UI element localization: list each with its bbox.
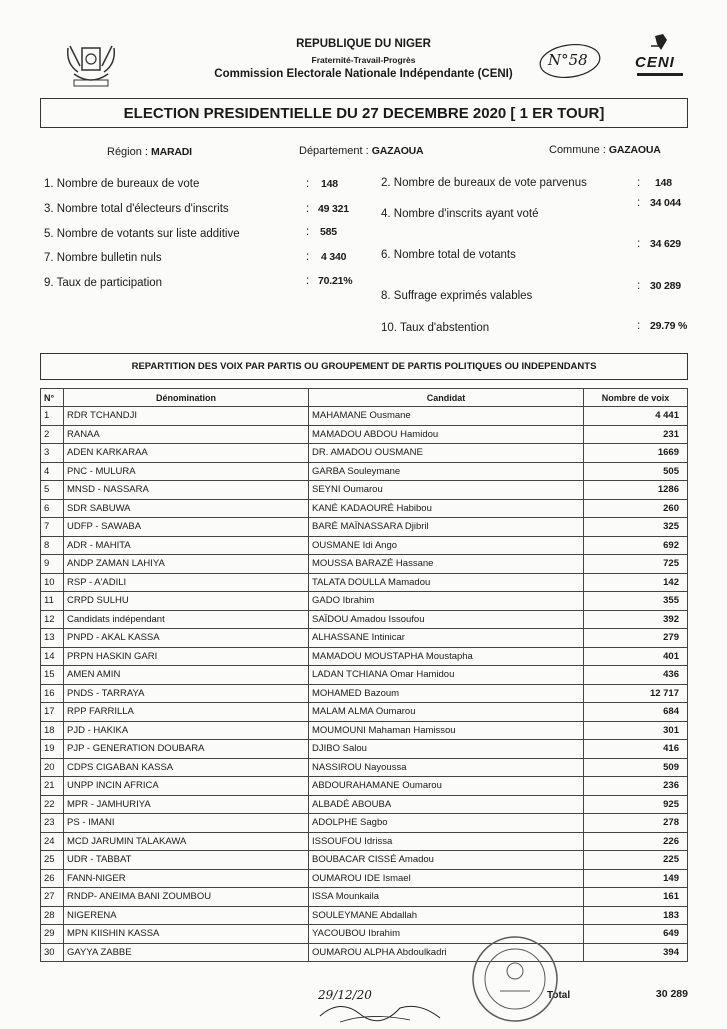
row-votes: 236 [584,777,688,796]
row-candidate: TALATA DOULLA Mamadou [309,573,584,592]
row-votes: 301 [584,721,688,740]
table-row [41,462,688,481]
row-number: 13 [41,629,64,648]
stat-right-8: 8. Suffrage exprimés valables [381,290,533,302]
ballot-bird-icon [633,32,687,56]
table-row [41,758,688,777]
table-row [41,444,688,463]
row-number: 7 [41,518,64,537]
row-number: 22 [41,795,64,814]
stat-right-4-value: 34 044 [650,197,681,209]
stat-left-5-value: 585 [320,226,337,238]
row-votes: 392 [584,610,688,629]
row-candidate: ABDOURAHAMANE Oumarou [309,777,584,796]
ceni-logo-text: CENI [635,54,675,71]
row-votes: 355 [584,592,688,611]
stat-right-6-value: 34 629 [650,238,681,250]
row-party: PNPD - AKAL KASSA [64,629,309,648]
stat-left-7-value: 4 340 [321,251,347,263]
table-row [41,851,688,870]
row-party: PNDS - TARRAYA [64,684,309,703]
row-candidate: LADAN TCHIANA Omar Hamidou [309,666,584,685]
row-candidate: ISSOUFOU Idrissa [309,832,584,851]
handwritten-date: 29/12/20 [318,988,372,1002]
stat-left-7: 7. Nombre bulletin nuls [44,252,162,264]
row-party: UDFP - SAWABA [64,518,309,537]
row-votes: 509 [584,758,688,777]
row-number: 12 [41,610,64,629]
row-party: NIGERENA [64,906,309,925]
row-candidate: GADO Ibrahim [309,592,584,611]
table-row [41,592,688,611]
row-party: UDR - TABBAT [64,851,309,870]
colon: : [637,280,641,292]
row-candidate: YACOUBOU Ibrahim [309,925,584,944]
table-header-row [41,389,688,407]
handwritten-signature [300,988,450,1024]
col-header-candidate: Candidat [309,389,584,407]
row-votes: 692 [584,536,688,555]
stat-left-1: 1. Nombre de bureaux de vote [44,178,200,190]
row-candidate: SEYNI Oumarou [309,481,584,500]
row-votes: 649 [584,925,688,944]
table-row [41,721,688,740]
row-party: RPP FARRILLA [64,703,309,722]
row-votes: 225 [584,851,688,870]
row-votes: 142 [584,573,688,592]
row-candidate: MAMADOU MOUSTAPHA Moustapha [309,647,584,666]
stat-right-2: 2. Nombre de bureaux de vote parvenus [381,177,587,189]
row-party: CRPD SULHU [64,592,309,611]
commission-name: Commission Electorale Nationale Indépendante (CENI) [214,68,513,80]
row-votes: 1286 [584,481,688,500]
row-votes: 416 [584,740,688,759]
stat-right-10: 10. Taux d'abstention [381,322,490,334]
row-number: 2 [41,425,64,444]
table-row [41,629,688,648]
row-candidate: OUSMANE Idi Ango [309,536,584,555]
row-votes: 260 [584,499,688,518]
row-party: RDR TCHANDJI [64,407,309,426]
col-header-votes: Nombre de voix [584,389,688,407]
row-candidate: SOULEYMANE Abdallah [309,906,584,925]
table-row [41,777,688,796]
table-row [41,425,688,444]
row-votes: 401 [584,647,688,666]
row-candidate: KANÉ KADAOURÉ Habibou [309,499,584,518]
colon: : [306,203,310,215]
row-number: 3 [41,444,64,463]
row-party: PJD - HAKIKA [64,721,309,740]
table-row [41,943,688,962]
serial-text: N°58 [548,51,588,69]
row-party: MPR - JAMHURIYA [64,795,309,814]
row-party: MCD JARUMIN TALAKAWA [64,832,309,851]
row-party: RANAA [64,425,309,444]
row-candidate: DJIBO Salou [309,740,584,759]
stat-left-1-value: 148 [321,178,338,190]
table-row [41,814,688,833]
region-value: MARADI [151,146,192,158]
row-number: 6 [41,499,64,518]
row-number: 11 [41,592,64,611]
row-candidate: SAÏDOU Amadou Issoufou [309,610,584,629]
row-party: RNDP- ANEIMA BANI ZOUMBOU [64,888,309,907]
row-number: 26 [41,869,64,888]
row-candidate: NASSIROU Nayoussa [309,758,584,777]
row-party: AMEN AMIN [64,666,309,685]
row-candidate: ALBADÉ ABOUBA [309,795,584,814]
colon: : [637,197,641,209]
table-row [41,555,688,574]
table-row [41,906,688,925]
row-votes: 279 [584,629,688,648]
row-votes: 1669 [584,444,688,463]
row-party: Candidats indépendant [64,610,309,629]
row-party: ADEN KARKARAA [64,444,309,463]
table-row [41,499,688,518]
row-votes: 231 [584,425,688,444]
section-title [40,353,688,380]
row-number: 29 [41,925,64,944]
row-number: 15 [41,666,64,685]
row-number: 16 [41,684,64,703]
row-party: PS - IMANI [64,814,309,833]
table-row [41,740,688,759]
stat-right-4: 4. Nombre d'inscrits ayant voté [381,208,539,220]
table-row [41,869,688,888]
total-value: 30 289 [655,988,688,1000]
colon: : [306,251,310,263]
row-candidate: MAMADOU ABDOU Hamidou [309,425,584,444]
row-votes: 226 [584,832,688,851]
stat-left-9-value: 70.21% [318,275,353,287]
departement-value: GAZAOUA [371,145,424,157]
row-number: 30 [41,943,64,962]
table-row [41,481,688,500]
stat-left-9: 9. Taux de participation [44,277,163,289]
row-number: 4 [41,462,64,481]
row-party: SDR SABUWA [64,499,309,518]
region-field [107,146,192,158]
row-party: MPN KIISHIN KASSA [64,925,309,944]
row-number: 25 [41,851,64,870]
row-candidate: BOUBACAR CISSÉ Amadou [309,851,584,870]
stat-right-8-value: 30 289 [650,280,681,292]
row-number: 27 [41,888,64,907]
table-row [41,407,688,426]
row-party: RSP - A'ADILI [64,573,309,592]
table-row [41,573,688,592]
stat-left-5: 5. Nombre de votants sur liste additive [44,228,240,240]
row-number: 10 [41,573,64,592]
row-candidate: OUMAROU IDE Ismael [309,869,584,888]
commune-value: GAZAOUA [608,144,661,156]
row-number: 1 [41,407,64,426]
election-title [40,98,688,128]
logo-underline [637,73,683,76]
row-candidate: MALAM ALMA Oumarou [309,703,584,722]
row-number: 20 [41,758,64,777]
stat-right-10-value: 29.79 % [650,320,688,332]
row-number: 14 [41,647,64,666]
colon: : [637,320,641,332]
table-row [41,888,688,907]
table-row [41,518,688,537]
row-number: 23 [41,814,64,833]
row-votes: 161 [584,888,688,907]
row-number: 18 [41,721,64,740]
table-row [41,925,688,944]
row-votes: 4 441 [584,407,688,426]
official-stamp [470,935,560,1023]
region-label: Région : [107,146,148,158]
row-candidate: MOUSSA BARAZÉ Hassane [309,555,584,574]
row-number: 24 [41,832,64,851]
table-row [41,610,688,629]
col-header-number: N° [41,389,64,407]
colon: : [637,238,641,250]
row-votes: 149 [584,869,688,888]
row-candidate: OUMAROU ALPHA Abdoulkadri [309,943,584,962]
colon: : [637,177,641,189]
departement-field [299,145,423,157]
row-votes: 725 [584,555,688,574]
row-number: 21 [41,777,64,796]
row-party: UNPP INCIN AFRICA [64,777,309,796]
colon: : [306,226,310,238]
table-row [41,795,688,814]
row-candidate: MOUMOUNI Mahaman Hamissou [309,721,584,740]
row-number: 19 [41,740,64,759]
stat-right-6: 6. Nombre total de votants [381,249,516,261]
table-row [41,703,688,722]
row-candidate: GARBA Souleymane [309,462,584,481]
election-title-text: ELECTION PRESIDENTIELLE DU 27 DECEMBRE 2020 [ 1 ER TOUR] [123,104,605,122]
table-row [41,684,688,703]
table-row [41,666,688,685]
ceni-logo [633,32,687,80]
colon: : [306,178,310,190]
row-party: PNC - MULURA [64,462,309,481]
commune-label: Commune : [549,144,606,156]
stat-left-3-value: 49 321 [318,203,349,215]
row-candidate: MOHAMED Bazoum [309,684,584,703]
results-table [40,388,688,962]
row-candidate: ADOLPHE Sagbo [309,814,584,833]
table-row [41,647,688,666]
row-party: PRPN HASKIN GARI [64,647,309,666]
row-votes: 12 717 [584,684,688,703]
stat-right-2-value: 148 [655,177,672,189]
colon: : [306,275,310,287]
row-party: MNSD - NASSARA [64,481,309,500]
row-party: ANDP ZAMAN LAHIYA [64,555,309,574]
row-votes: 278 [584,814,688,833]
serial-number [538,42,602,80]
row-candidate: ISSA Mounkaila [309,888,584,907]
row-number: 9 [41,555,64,574]
row-candidate: ALHASSANE Intinicar [309,629,584,648]
row-candidate: BARÉ MAÏNASSARA Djibril [309,518,584,537]
motto: Fraternité-Travail-Progrès [311,55,416,65]
row-votes: 394 [584,943,688,962]
row-votes: 925 [584,795,688,814]
col-header-denomination: Dénomination [64,389,309,407]
section-title-text: REPARTITION DES VOIX PAR PARTIS OU GROUPEMENT DE PARTIS POLITIQUES OU INDEPENDANTS [131,361,597,372]
row-number: 8 [41,536,64,555]
row-number: 17 [41,703,64,722]
commune-field [549,144,661,156]
table-row [41,536,688,555]
stat-left-3: 3. Nombre total d'électeurs d'inscrits [44,203,229,215]
row-votes: 436 [584,666,688,685]
row-votes: 684 [584,703,688,722]
row-party: GAYYA ZABBE [64,943,309,962]
row-number: 5 [41,481,64,500]
row-votes: 325 [584,518,688,537]
row-votes: 183 [584,906,688,925]
row-party: FANN-NIGER [64,869,309,888]
row-number: 28 [41,906,64,925]
republic-title: REPUBLIQUE DU NIGER [296,38,431,50]
row-candidate: DR. AMADOU OUSMANE [309,444,584,463]
table-row [41,832,688,851]
total-label: Total [547,990,571,1001]
row-party: ADR - MAHITA [64,536,309,555]
row-votes: 505 [584,462,688,481]
row-party: PJP - GENERATION DOUBARA [64,740,309,759]
row-party: CDPS CIGABAN KASSA [64,758,309,777]
row-candidate: MAHAMANE Ousmane [309,407,584,426]
departement-label: Département : [299,145,369,157]
